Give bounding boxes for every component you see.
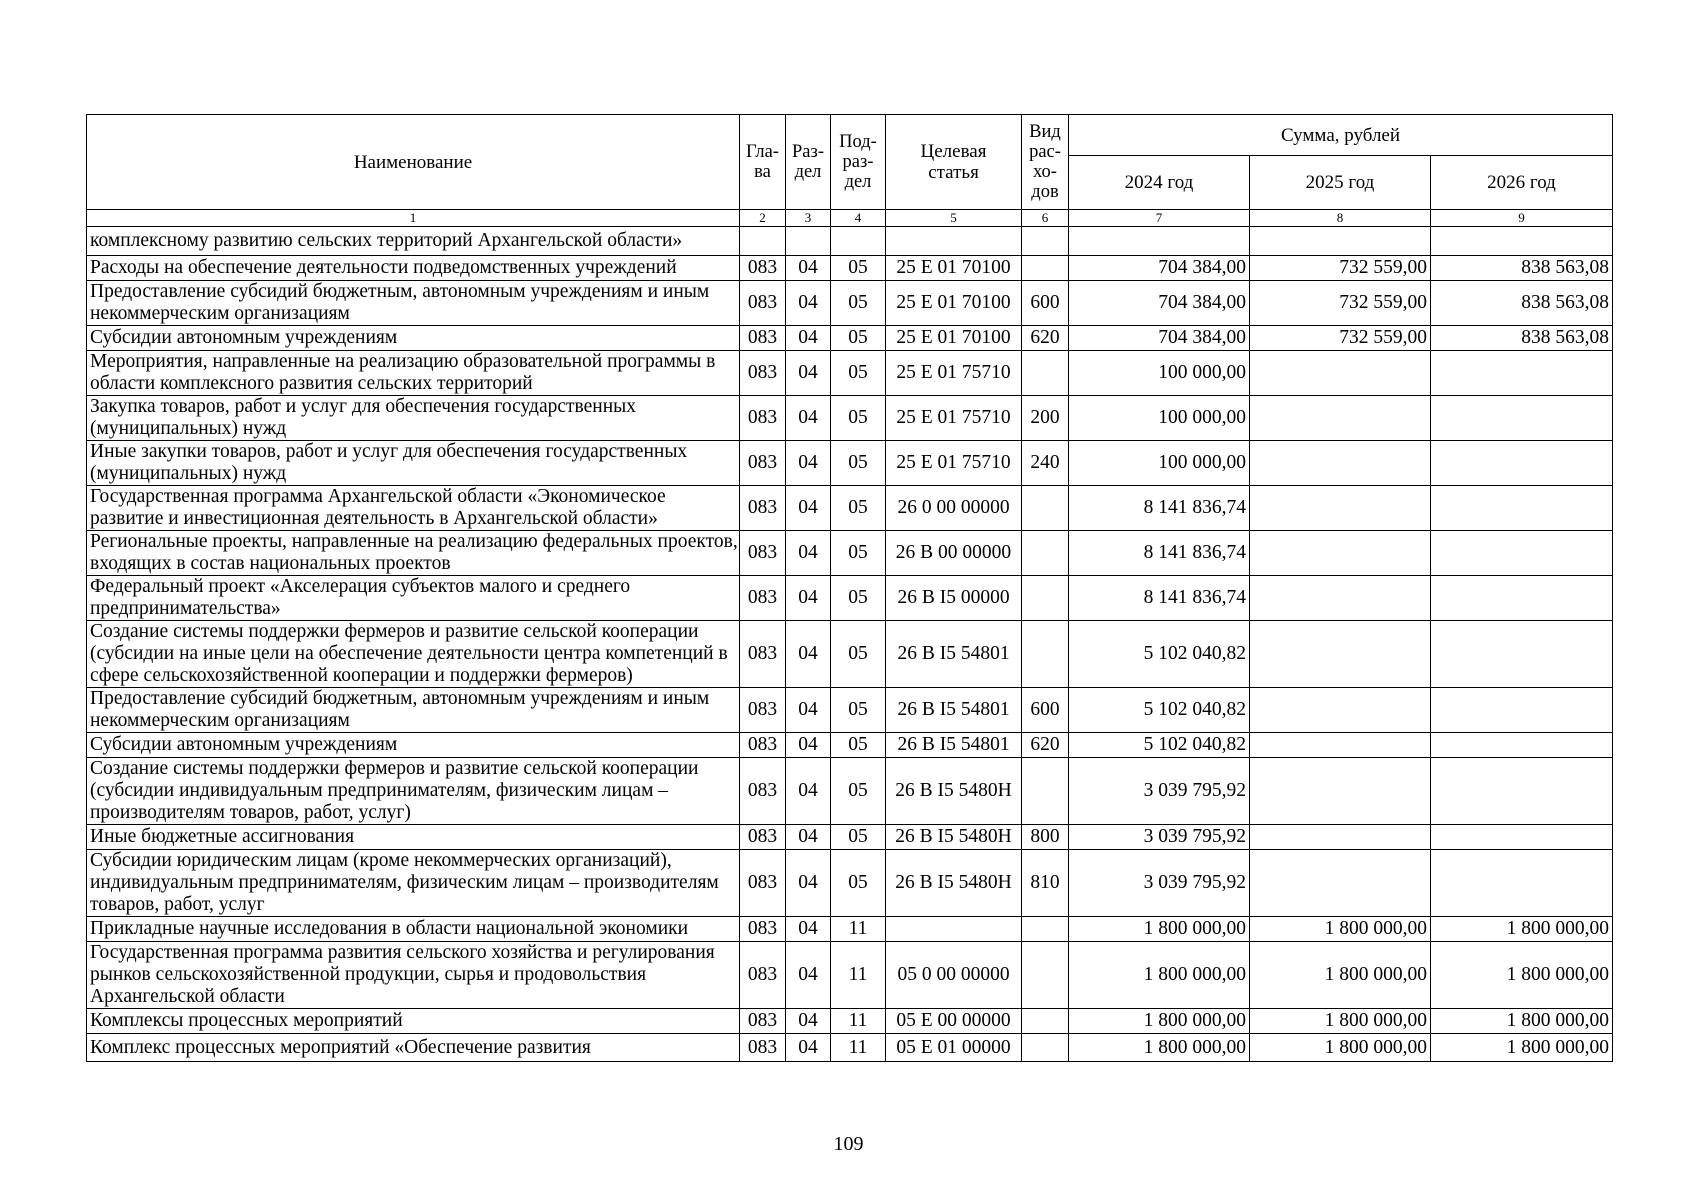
table-row xyxy=(87,688,1613,733)
table-row xyxy=(87,1009,1613,1034)
row-target: 25 Е 01 70100 xyxy=(886,326,1022,351)
row-podrazdel: 05 xyxy=(831,256,886,281)
row-sum-2024: 8 141 836,74 xyxy=(1069,531,1250,576)
row-glava: 083 xyxy=(740,733,786,758)
row-sum-2024: 8 141 836,74 xyxy=(1069,576,1250,621)
row-vid xyxy=(1022,351,1069,396)
row-vid: 810 xyxy=(1022,850,1069,917)
table-row xyxy=(87,326,1613,351)
header-year-2025: 2025 год xyxy=(1250,156,1431,210)
row-razdel: 04 xyxy=(786,576,831,621)
row-podrazdel: 05 xyxy=(831,621,886,688)
row-target: 26 В I5 5480Н xyxy=(886,758,1022,825)
row-sum-2025 xyxy=(1250,850,1431,917)
row-vid xyxy=(1022,621,1069,688)
row-name: Субсидии юридическим лицам (кроме некоммерческих организаций), индивидуальным предпринимателям, физическим лицам – производителям товаров, работ, услуг xyxy=(87,850,740,917)
row-name: Закупка товаров, работ и услуг для обеспечения государственных (муниципальных) нужд xyxy=(87,396,740,441)
column-number: 6 xyxy=(1022,210,1069,227)
row-vid: 800 xyxy=(1022,825,1069,850)
table-row xyxy=(87,256,1613,281)
header-razdel: Раз- дел xyxy=(786,115,831,210)
row-vid: 600 xyxy=(1022,688,1069,733)
table-row xyxy=(87,621,1613,688)
row-razdel: 04 xyxy=(786,351,831,396)
row-sum-2026: 1 800 000,00 xyxy=(1431,1034,1613,1062)
row-sum-2025: 1 800 000,00 xyxy=(1250,942,1431,1009)
row-glava: 083 xyxy=(740,621,786,688)
column-number: 3 xyxy=(786,210,831,227)
row-glava: 083 xyxy=(740,758,786,825)
row-razdel: 04 xyxy=(786,621,831,688)
row-razdel: 04 xyxy=(786,850,831,917)
row-sum-2026: 1 800 000,00 xyxy=(1431,917,1613,942)
header-name: Наименование xyxy=(87,115,740,210)
row-sum-2026: 1 800 000,00 xyxy=(1431,1009,1613,1034)
row-sum-2026 xyxy=(1431,441,1613,486)
row-target: 05 Е 01 00000 xyxy=(886,1034,1022,1062)
page-number: 109 xyxy=(833,1133,864,1155)
table-row xyxy=(87,733,1613,758)
row-sum-2024: 1 800 000,00 xyxy=(1069,1034,1250,1062)
row-podrazdel: 05 xyxy=(831,281,886,326)
row-target: 25 Е 01 75710 xyxy=(886,351,1022,396)
table-row xyxy=(87,396,1613,441)
header-year-2026: 2026 год xyxy=(1431,156,1613,210)
row-target: 25 Е 01 75710 xyxy=(886,396,1022,441)
row-glava: 083 xyxy=(740,576,786,621)
row-vid: 240 xyxy=(1022,441,1069,486)
row-razdel xyxy=(786,227,831,256)
row-podrazdel: 05 xyxy=(831,576,886,621)
row-razdel: 04 xyxy=(786,281,831,326)
row-sum-2024: 5 102 040,82 xyxy=(1069,688,1250,733)
table-row xyxy=(87,486,1613,531)
row-glava: 083 xyxy=(740,441,786,486)
row-sum-2025 xyxy=(1250,576,1431,621)
row-razdel: 04 xyxy=(786,688,831,733)
row-sum-2026 xyxy=(1431,825,1613,850)
column-number: 9 xyxy=(1431,210,1613,227)
row-vid xyxy=(1022,531,1069,576)
row-sum-2025 xyxy=(1250,733,1431,758)
row-target: 26 В I5 54801 xyxy=(886,688,1022,733)
row-razdel: 04 xyxy=(786,396,831,441)
row-sum-2024: 8 141 836,74 xyxy=(1069,486,1250,531)
table-row xyxy=(87,917,1613,942)
row-target xyxy=(886,917,1022,942)
row-razdel: 04 xyxy=(786,942,831,1009)
row-name: Федеральный проект «Акселерация субъектов малого и среднего предпринимательства» xyxy=(87,576,740,621)
row-target: 26 В I5 5480Н xyxy=(886,825,1022,850)
row-glava: 083 xyxy=(740,1034,786,1062)
row-podrazdel: 05 xyxy=(831,531,886,576)
row-razdel: 04 xyxy=(786,758,831,825)
table-row xyxy=(87,850,1613,917)
column-number: 5 xyxy=(886,210,1022,227)
row-sum-2025: 1 800 000,00 xyxy=(1250,917,1431,942)
row-vid xyxy=(1022,256,1069,281)
row-sum-2026 xyxy=(1431,351,1613,396)
row-target xyxy=(886,227,1022,256)
row-target: 26 В I5 5480Н xyxy=(886,850,1022,917)
row-sum-2025: 1 800 000,00 xyxy=(1250,1034,1431,1062)
row-sum-2024: 100 000,00 xyxy=(1069,396,1250,441)
row-glava: 083 xyxy=(740,825,786,850)
row-name: Расходы на обеспечение деятельности подведомственных учреждений xyxy=(87,256,740,281)
row-name: Региональные проекты, направленные на реализацию федеральных проектов, входящих в состав национальных проектов xyxy=(87,531,740,576)
row-sum-2026 xyxy=(1431,850,1613,917)
row-razdel: 04 xyxy=(786,531,831,576)
row-vid xyxy=(1022,486,1069,531)
table-row xyxy=(87,351,1613,396)
row-razdel: 04 xyxy=(786,441,831,486)
row-vid xyxy=(1022,1009,1069,1034)
row-podrazdel: 05 xyxy=(831,825,886,850)
row-target: 26 В 00 00000 xyxy=(886,531,1022,576)
row-target: 26 В I5 00000 xyxy=(886,576,1022,621)
table-row xyxy=(87,441,1613,486)
row-vid xyxy=(1022,227,1069,256)
row-razdel: 04 xyxy=(786,917,831,942)
row-sum-2024: 704 384,00 xyxy=(1069,256,1250,281)
table-row xyxy=(87,1034,1613,1062)
row-podrazdel: 11 xyxy=(831,1034,886,1062)
row-podrazdel: 05 xyxy=(831,688,886,733)
row-glava: 083 xyxy=(740,531,786,576)
row-podrazdel: 11 xyxy=(831,917,886,942)
row-sum-2024: 5 102 040,82 xyxy=(1069,621,1250,688)
row-sum-2025 xyxy=(1250,825,1431,850)
row-vid xyxy=(1022,917,1069,942)
column-number: 7 xyxy=(1069,210,1250,227)
table-row xyxy=(87,227,1613,256)
row-target: 25 Е 01 70100 xyxy=(886,281,1022,326)
row-sum-2026: 838 563,08 xyxy=(1431,256,1613,281)
row-name: Иные закупки товаров, работ и услуг для обеспечения государственных (муниципальных) нужд xyxy=(87,441,740,486)
row-sum-2026 xyxy=(1431,227,1613,256)
row-sum-2026 xyxy=(1431,486,1613,531)
row-vid: 200 xyxy=(1022,396,1069,441)
row-vid: 620 xyxy=(1022,326,1069,351)
header-target: Целевая статья xyxy=(886,115,1022,210)
row-sum-2026: 838 563,08 xyxy=(1431,281,1613,326)
row-sum-2025 xyxy=(1250,758,1431,825)
row-razdel: 04 xyxy=(786,1009,831,1034)
row-podrazdel: 11 xyxy=(831,942,886,1009)
row-podrazdel: 05 xyxy=(831,733,886,758)
row-glava: 083 xyxy=(740,396,786,441)
row-sum-2024: 100 000,00 xyxy=(1069,441,1250,486)
row-glava xyxy=(740,227,786,256)
header-sum: Сумма, рублей xyxy=(1069,115,1613,156)
row-sum-2025 xyxy=(1250,227,1431,256)
row-vid xyxy=(1022,1034,1069,1062)
row-glava: 083 xyxy=(740,688,786,733)
row-podrazdel: 05 xyxy=(831,758,886,825)
row-name: Иные бюджетные ассигнования xyxy=(87,825,740,850)
row-sum-2026 xyxy=(1431,576,1613,621)
row-sum-2024: 5 102 040,82 xyxy=(1069,733,1250,758)
row-vid: 620 xyxy=(1022,733,1069,758)
row-glava: 083 xyxy=(740,850,786,917)
header-podrazdel: Под- раз- дел xyxy=(831,115,886,210)
row-target: 26 В I5 54801 xyxy=(886,733,1022,758)
row-target: 05 0 00 00000 xyxy=(886,942,1022,1009)
table-row xyxy=(87,825,1613,850)
row-podrazdel: 05 xyxy=(831,326,886,351)
column-number: 8 xyxy=(1250,210,1431,227)
row-sum-2024: 3 039 795,92 xyxy=(1069,850,1250,917)
header-glava: Гла- ва xyxy=(740,115,786,210)
row-name: Прикладные научные исследования в области национальной экономики xyxy=(87,917,740,942)
row-sum-2024: 1 800 000,00 xyxy=(1069,942,1250,1009)
row-sum-2024: 704 384,00 xyxy=(1069,281,1250,326)
row-sum-2024: 100 000,00 xyxy=(1069,351,1250,396)
row-sum-2024: 704 384,00 xyxy=(1069,326,1250,351)
row-sum-2025: 1 800 000,00 xyxy=(1250,1009,1431,1034)
row-name: Создание системы поддержки фермеров и развитие сельской кооперации (субсидии на иные цели на обеспечение деятельности центра компетенций в сфере сельскохозяйственной кооперации и поддержки фермеров) xyxy=(87,621,740,688)
row-name: Создание системы поддержки фермеров и развитие сельской кооперации (субсидии индивидуальным предпринимателям, физическим лицам – производителям товаров, работ, услуг) xyxy=(87,758,740,825)
header-year-2024: 2024 год xyxy=(1069,156,1250,210)
table-row xyxy=(87,576,1613,621)
row-podrazdel: 05 xyxy=(831,396,886,441)
budget-table xyxy=(86,114,1613,1062)
row-target: 25 Е 01 75710 xyxy=(886,441,1022,486)
row-sum-2026: 838 563,08 xyxy=(1431,326,1613,351)
row-glava: 083 xyxy=(740,486,786,531)
column-number: 4 xyxy=(831,210,886,227)
row-razdel: 04 xyxy=(786,256,831,281)
row-podrazdel: 05 xyxy=(831,850,886,917)
row-glava: 083 xyxy=(740,256,786,281)
row-name: Предоставление субсидий бюджетным, автономным учреждениям и иным некоммерческим организациям xyxy=(87,281,740,326)
row-sum-2026 xyxy=(1431,531,1613,576)
row-sum-2024: 1 800 000,00 xyxy=(1069,1009,1250,1034)
row-sum-2025 xyxy=(1250,351,1431,396)
row-sum-2025 xyxy=(1250,396,1431,441)
row-sum-2026: 1 800 000,00 xyxy=(1431,942,1613,1009)
table-row xyxy=(87,758,1613,825)
column-number: 2 xyxy=(740,210,786,227)
row-sum-2024: 1 800 000,00 xyxy=(1069,917,1250,942)
row-sum-2025 xyxy=(1250,441,1431,486)
row-name: комплексному развитию сельских территорий Архангельской области» xyxy=(87,227,740,256)
table-row xyxy=(87,531,1613,576)
row-glava: 083 xyxy=(740,1009,786,1034)
row-vid xyxy=(1022,942,1069,1009)
column-number: 1 xyxy=(87,210,740,227)
row-name: Комплекс процессных мероприятий «Обеспечение развития xyxy=(87,1034,740,1062)
row-glava: 083 xyxy=(740,942,786,1009)
row-vid xyxy=(1022,758,1069,825)
row-sum-2025 xyxy=(1250,621,1431,688)
row-razdel: 04 xyxy=(786,326,831,351)
row-sum-2024 xyxy=(1069,227,1250,256)
row-glava: 083 xyxy=(740,326,786,351)
row-sum-2025 xyxy=(1250,486,1431,531)
row-sum-2025: 732 559,00 xyxy=(1250,326,1431,351)
row-sum-2025: 732 559,00 xyxy=(1250,281,1431,326)
row-sum-2025: 732 559,00 xyxy=(1250,256,1431,281)
row-target: 26 В I5 54801 xyxy=(886,621,1022,688)
row-sum-2026 xyxy=(1431,396,1613,441)
row-name: Комплексы процессных мероприятий xyxy=(87,1009,740,1034)
row-podrazdel: 11 xyxy=(831,1009,886,1034)
row-name: Предоставление субсидий бюджетным, автономным учреждениям и иным некоммерческим организациям xyxy=(87,688,740,733)
row-name: Субсидии автономным учреждениям xyxy=(87,326,740,351)
row-podrazdel xyxy=(831,227,886,256)
row-name: Субсидии автономным учреждениям xyxy=(87,733,740,758)
row-target: 25 Е 01 70100 xyxy=(886,256,1022,281)
table-body xyxy=(87,210,1613,1062)
row-razdel: 04 xyxy=(786,1034,831,1062)
row-target: 05 Е 00 00000 xyxy=(886,1009,1022,1034)
row-sum-2024: 3 039 795,92 xyxy=(1069,825,1250,850)
row-name: Государственная программа развития сельского хозяйства и регулирования рынков сельскохозяйственной продукции, сырья и продовольствия Архангельской области xyxy=(87,942,740,1009)
row-vid xyxy=(1022,576,1069,621)
table-row xyxy=(87,942,1613,1009)
row-sum-2026 xyxy=(1431,733,1613,758)
row-razdel: 04 xyxy=(786,733,831,758)
row-sum-2025 xyxy=(1250,531,1431,576)
row-name: Государственная программа Архангельской области «Экономическое развитие и инвестиционная деятельность в Архангельской области» xyxy=(87,486,740,531)
column-number-row xyxy=(87,210,1613,227)
row-razdel: 04 xyxy=(786,486,831,531)
row-target: 26 0 00 00000 xyxy=(886,486,1022,531)
row-sum-2025 xyxy=(1250,688,1431,733)
row-podrazdel: 05 xyxy=(831,351,886,396)
row-glava: 083 xyxy=(740,351,786,396)
row-sum-2026 xyxy=(1431,621,1613,688)
row-podrazdel: 05 xyxy=(831,486,886,531)
header-vid: Вид рас- хо- дов xyxy=(1022,115,1069,210)
row-sum-2024: 3 039 795,92 xyxy=(1069,758,1250,825)
table-row xyxy=(87,281,1613,326)
row-glava: 083 xyxy=(740,281,786,326)
row-sum-2026 xyxy=(1431,688,1613,733)
row-name: Мероприятия, направленные на реализацию образовательной программы в области комплексного развития сельских территорий xyxy=(87,351,740,396)
row-sum-2026 xyxy=(1431,758,1613,825)
row-vid: 600 xyxy=(1022,281,1069,326)
row-glava: 083 xyxy=(740,917,786,942)
row-podrazdel: 05 xyxy=(831,441,886,486)
row-razdel: 04 xyxy=(786,825,831,850)
